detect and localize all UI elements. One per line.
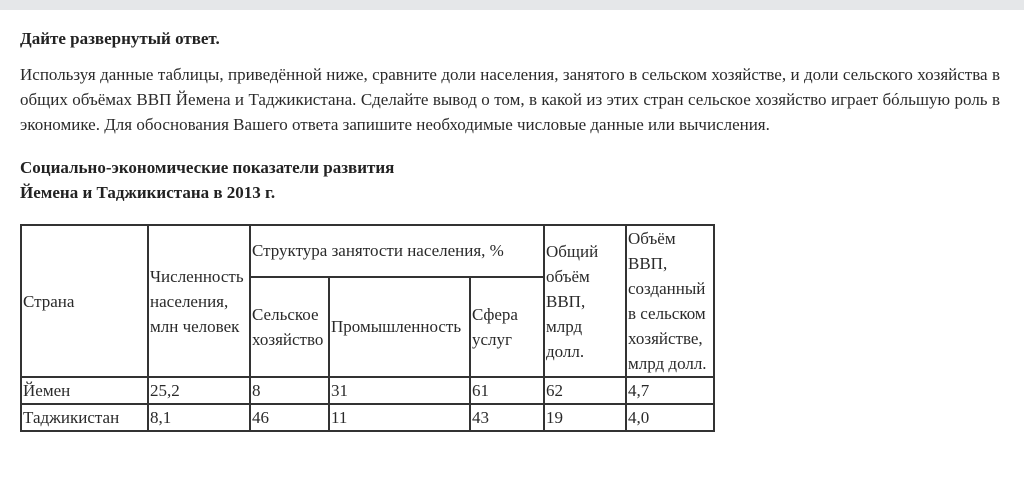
- header-population: Численность населения, млн человек: [148, 225, 250, 377]
- cell-country: Йемен: [21, 377, 148, 404]
- header-agriculture: Сельское хозяйство: [250, 277, 329, 377]
- task-heading: Дайте развернутый ответ.: [20, 29, 220, 48]
- cell-gdp-total: 19: [544, 404, 626, 431]
- table-row-yemen: [21, 377, 714, 404]
- cell-industry: 11: [329, 404, 470, 431]
- table-title-line-1: Социально-экономические показатели развития: [20, 158, 395, 177]
- table-row-tajikistan: [21, 404, 714, 431]
- header-industry: Промышленность: [329, 277, 470, 377]
- cell-population: 25,2: [148, 377, 250, 404]
- header-gdp-total: Общий объём ВВП, млрд долл.: [544, 225, 626, 377]
- cell-gdp-agriculture: 4,0: [626, 404, 714, 431]
- task-content: [0, 28, 1024, 432]
- table-header-row: [21, 225, 714, 277]
- cell-gdp-total: 62: [544, 377, 626, 404]
- cell-services: 43: [470, 404, 544, 431]
- top-bar: [0, 0, 1024, 10]
- header-country: Страна: [21, 225, 148, 377]
- header-gdp-agriculture: Объём ВВП, созданный в сельском хозяйстве, млрд долл.: [626, 225, 714, 377]
- header-employment-structure: Структура занятости населения, %: [250, 225, 544, 277]
- cell-gdp-agriculture: 4,7: [626, 377, 714, 404]
- cell-population: 8,1: [148, 404, 250, 431]
- table-title: [20, 155, 1004, 205]
- cell-country: Таджикистан: [21, 404, 148, 431]
- cell-industry: 31: [329, 377, 470, 404]
- cell-services: 61: [470, 377, 544, 404]
- indicators-table: [20, 224, 715, 432]
- cell-agriculture: 8: [250, 377, 329, 404]
- table-title-line-2: Йемена и Таджикистана в 2013 г.: [20, 183, 276, 202]
- task-text: Используя данные таблицы, приведённой ниже, сравните доли населения, занятого в сельском хозяйстве, и доли сельского хозяйства в общих объёмах ВВП Йемена и Таджикистана. Сделайте вывод о том, в какой из этих стран сельское хозяйство играет бóльшую роль в экономике. Для обоснования Вашего ответа запишите необходимые числовые данные или вычисления.: [20, 65, 1000, 134]
- header-services: Сфера услуг: [470, 277, 544, 377]
- cell-agriculture: 46: [250, 404, 329, 431]
